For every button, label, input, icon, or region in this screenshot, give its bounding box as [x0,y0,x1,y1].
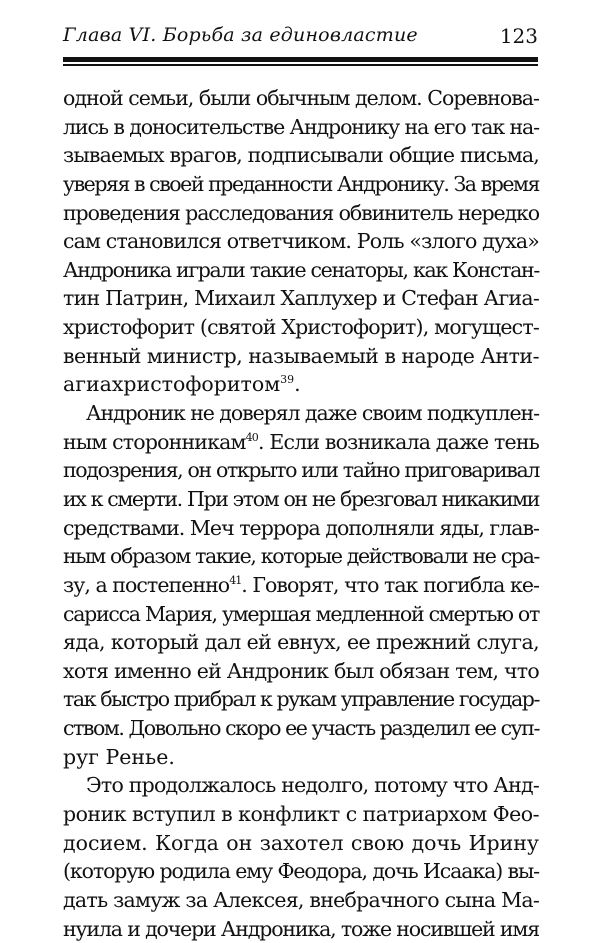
text-line: средствами. Меч террора дополняли яды, глав- [63,515,539,540]
footnote-ref[interactable]: 41 [229,573,242,587]
text-line: проведения расследования обвинитель нередко [63,200,539,225]
header-rule-thin [63,64,538,66]
text-line: лись в доносительстве Андронику на его так на- [63,114,539,139]
footnote-ref[interactable]: 39 [280,373,295,387]
running-header [63,24,538,52]
line-text: зу, а постепенно [63,572,230,597]
text-line: зываемых врагов, подписывали общие письма, [63,143,539,168]
text-line: досием. Когда он захотел свою дочь Ирину [63,830,539,855]
text-line: нуила и дочери Андроника, тоже носившей имя [63,916,539,941]
text-line: подозрения, он открыто или тайно приговаривал [63,458,539,483]
text-line: уверяя в своей преданности Андронику. За время [63,171,539,196]
line-text: . [294,372,301,397]
text-line [63,571,539,600]
paragraph [63,84,539,399]
text-line: роник вступил в конфликт с патриархом Фео- [63,802,539,827]
text-line: ством. Довольно скоро ее участь разделил ее суп- [63,716,539,741]
footnote-ref[interactable]: 40 [245,430,258,444]
text-line: тин Патрин, Михаил Хаплухер и Стефан Агиа- [63,286,539,311]
text-line: сарисса Мария, умершая медленной смертью от [63,601,540,626]
line-text: ным сторонникам [63,429,246,454]
line-text: агиахристофоритом [63,372,281,397]
text-line: сам становился ответчиком. Роль «злого духа» [63,229,539,254]
text-line: их к смерти. При этом он не брезговал никакими [63,486,539,511]
paragraph [63,399,539,771]
line-text: . Говорят, что так погибла ке- [241,572,540,597]
text-line: Андроник не доверял даже своим подкуплен- [86,401,539,426]
text-line: Андроника играли такие сенаторы, как Констан- [63,257,539,282]
text-line: так быстро прибрал к рукам управление государ- [63,687,539,712]
header-rule-thick [63,57,538,62]
text-line: руг Ренье. [63,744,175,769]
text-line [63,428,539,457]
paragraph [63,771,539,943]
text-line: одной семьи, были обычным делом. Соревнова- [63,86,539,110]
text-line: хотя именно ей Андроник был обязан тем, что [63,658,539,683]
text-line: (которую родила ему Феодора, дочь Исаака) вы- [63,859,539,884]
text-line: Это продолжалось недолго, потому что Анд- [86,773,539,798]
text-line: ным образом такие, которые действовали не сра- [63,544,539,569]
page-number: 123 [499,24,538,48]
line-text: . Если возникала даже тень [257,429,539,454]
body-text [63,84,539,943]
text-line: христофорит (святой Христофорит), могущест- [63,315,539,340]
text-line: венный министр, называемый в народе Анти- [63,343,539,368]
text-line [63,370,539,399]
text-line: дать замуж за Алексея, внебрачного сына Ма- [63,887,539,912]
running-head-title: Глава VI. Борьба за единовластие [63,24,418,46]
text-line: яда, который дал ей евнух, ее прежний слуга, [63,630,539,655]
